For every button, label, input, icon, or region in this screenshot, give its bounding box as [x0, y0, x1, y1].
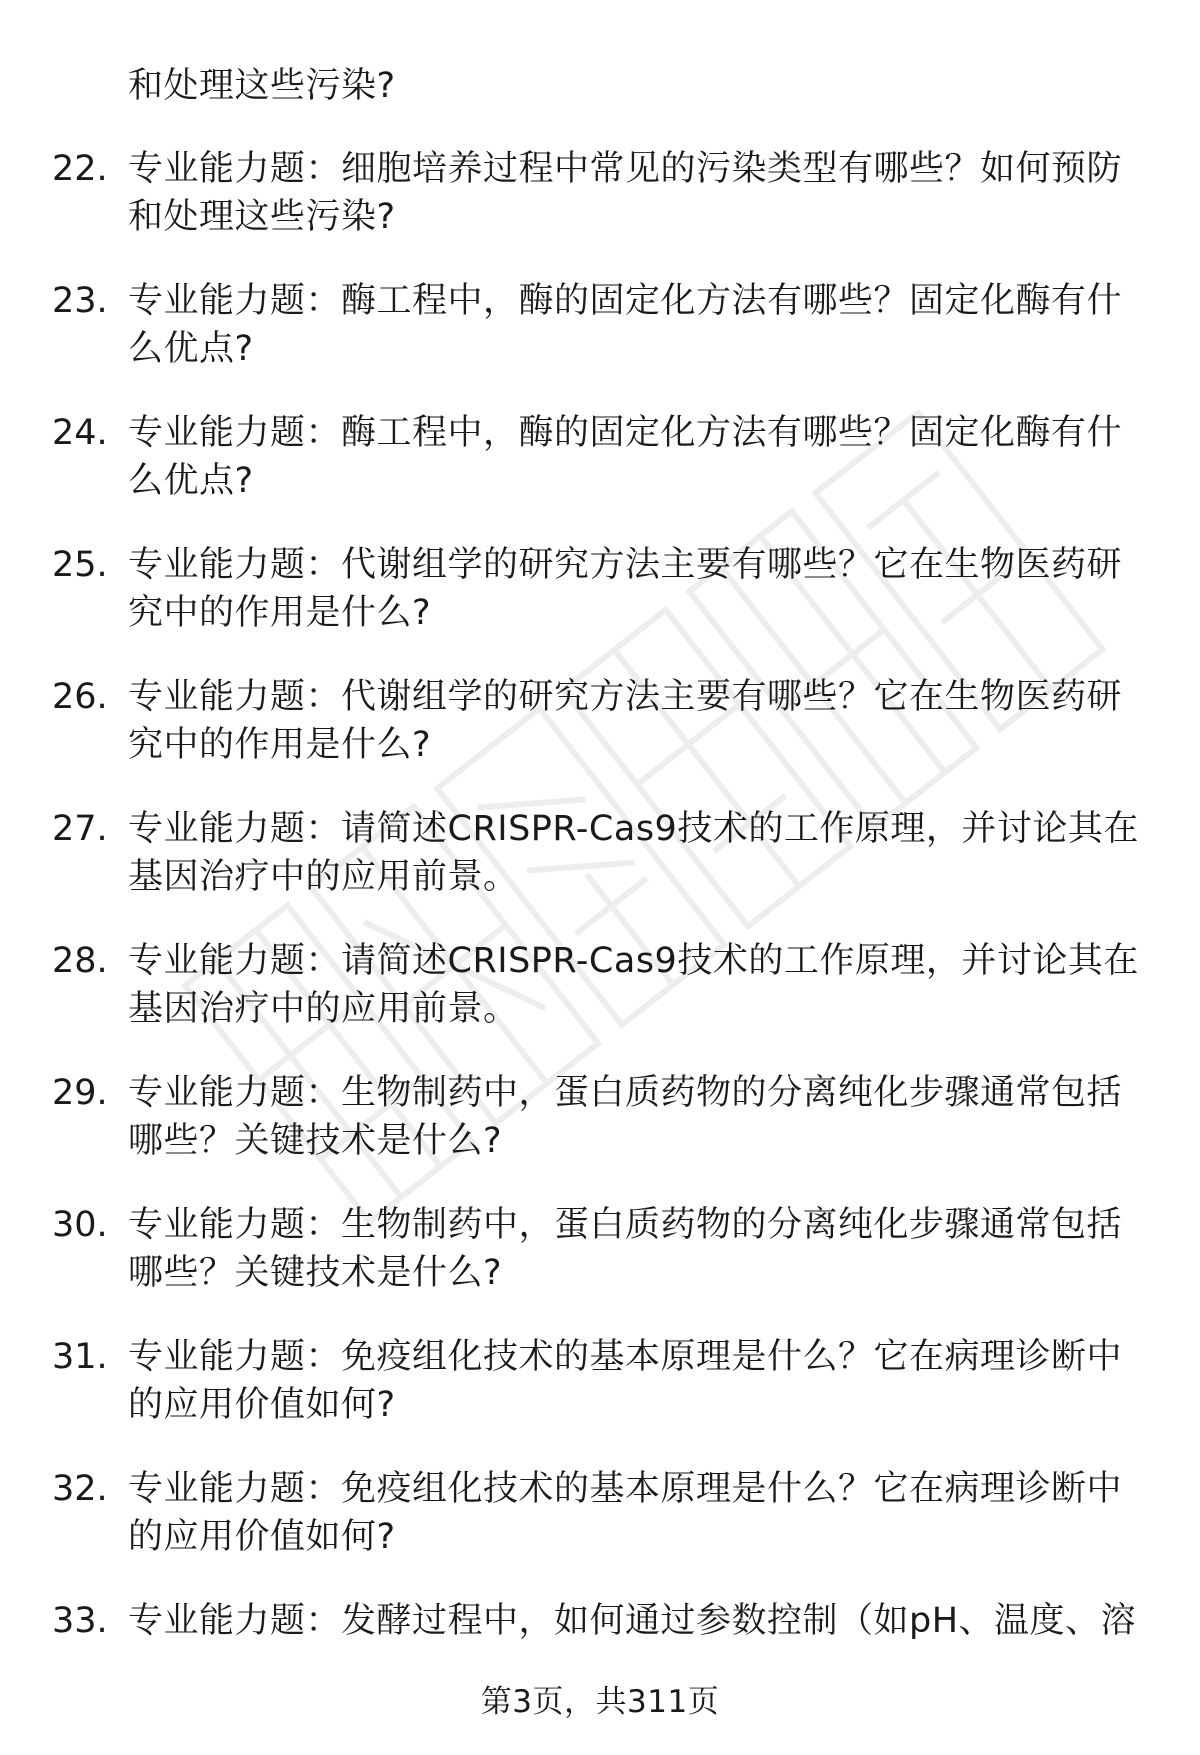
question-number: 24.: [52, 413, 108, 453]
continuation-line: 和处理这些污染?: [128, 66, 396, 106]
question-line: 究中的作用是什么?: [128, 725, 432, 765]
question-text: [128, 805, 1158, 901]
question-text: [128, 1069, 1158, 1165]
question-text: [128, 541, 1158, 637]
question-line: 专业能力题：免疫组化技术的基本原理是什么？它在病理诊断中: [128, 1337, 1123, 1377]
question-text: [128, 409, 1158, 505]
question-line: 的应用价值如何?: [128, 1517, 396, 1557]
question-number: 30.: [52, 1205, 108, 1245]
question-item: [0, 145, 1200, 277]
question-line: 么优点?: [128, 461, 254, 501]
question-line: 专业能力题：请简述CRISPR-Cas9技术的工作原理，并讨论其在: [128, 941, 1139, 981]
question-number: 28.: [52, 941, 108, 981]
question-line: 专业能力题：发酵过程中，如何通过参数控制（如pH、温度、溶: [128, 1601, 1137, 1641]
question-line: 哪些？关键技术是什么?: [128, 1253, 503, 1293]
question-line: 专业能力题：生物制药中，蛋白质药物的分离纯化步骤通常包括: [128, 1073, 1123, 1113]
question-line: 专业能力题：免疫组化技术的基本原理是什么？它在病理诊断中: [128, 1469, 1123, 1509]
question-number: 23.: [52, 281, 108, 321]
question-number: 29.: [52, 1073, 108, 1113]
question-text: [128, 145, 1158, 241]
question-line: 究中的作用是什么?: [128, 593, 432, 633]
page-footer: 第3页，共311页: [480, 1684, 720, 1720]
question-line: 专业能力题：请简述CRISPR-Cas9技术的工作原理，并讨论其在: [128, 809, 1139, 849]
question-item: [0, 673, 1200, 805]
question-line: 和处理这些污染?: [128, 197, 396, 237]
question-line: 哪些？关键技术是什么?: [128, 1121, 503, 1161]
question-number: 25.: [52, 545, 108, 585]
question-text: [128, 1597, 1158, 1645]
question-number: 32.: [52, 1469, 108, 1509]
question-item: [0, 1465, 1200, 1597]
question-line: 的应用价值如何?: [128, 1385, 396, 1425]
question-number: 22.: [52, 149, 108, 189]
question-number: 26.: [52, 677, 108, 717]
question-line: 专业能力题：代谢组学的研究方法主要有哪些？它在生物医药研: [128, 545, 1123, 585]
question-text: [128, 1201, 1158, 1297]
question-item: [0, 805, 1200, 937]
question-number: 31.: [52, 1337, 108, 1377]
question-line: 专业能力题：细胞培养过程中常见的污染类型有哪些？如何预防: [128, 149, 1123, 189]
question-line: 么优点?: [128, 329, 254, 369]
question-item: [0, 409, 1200, 541]
question-text: [128, 1465, 1158, 1561]
question-text: [128, 937, 1158, 1033]
question-text: [128, 673, 1158, 769]
question-line: 专业能力题：生物制药中，蛋白质药物的分离纯化步骤通常包括: [128, 1205, 1123, 1245]
question-item: [0, 1201, 1200, 1333]
question-line: 基因治疗中的应用前景。: [128, 989, 519, 1029]
question-text: [128, 277, 1158, 373]
question-item: [0, 937, 1200, 1069]
question-item: [0, 277, 1200, 409]
question-line: 专业能力题：酶工程中，酶的固定化方法有哪些？固定化酶有什: [128, 281, 1123, 321]
question-line: 专业能力题：酶工程中，酶的固定化方法有哪些？固定化酶有什: [128, 413, 1123, 453]
question-text: [128, 1333, 1158, 1429]
question-item: [0, 1333, 1200, 1465]
question-number: 33.: [52, 1601, 108, 1641]
question-list: [0, 145, 1200, 1729]
question-number: 27.: [52, 809, 108, 849]
question-item: [0, 1069, 1200, 1201]
question-line: 基因治疗中的应用前景。: [128, 857, 519, 897]
question-item: [0, 541, 1200, 673]
question-line: 专业能力题：代谢组学的研究方法主要有哪些？它在生物医药研: [128, 677, 1123, 717]
